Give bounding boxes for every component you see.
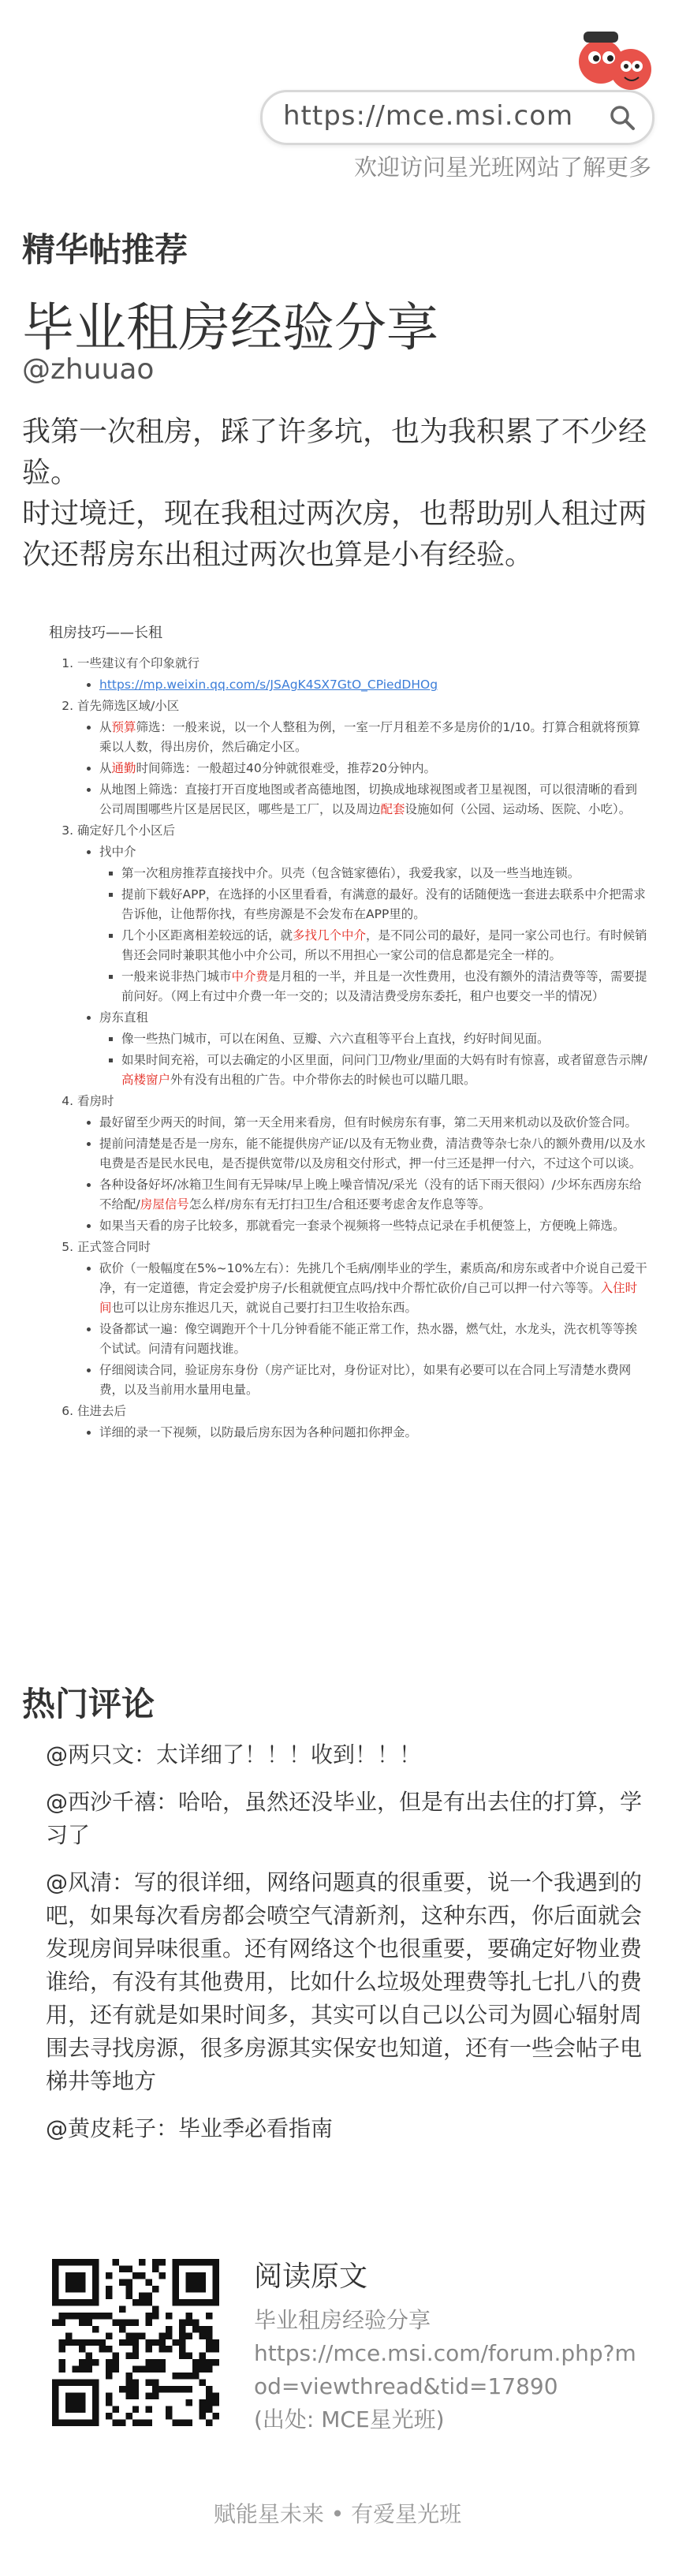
list-item: • 设备都试一遍：像空调跑开个十几分钟看能不能正常工作，热水器，燃气灶，水龙头，洗衣机等等挨个试试。问清有问题找谁。 <box>99 1320 648 1359</box>
post-author: @zhuuao <box>22 353 155 386</box>
list-item <box>99 675 648 695</box>
list-item: ▪ 如果时间充裕，可以去确定的小区里面，问问门卫/物业/里面的大妈有时有惊喜，或者留意告示牌/高楼窗户外有没有出租的广告。中介带你去的时候也可以瞄几眼。 <box>121 1051 648 1090</box>
section-heading: 一些建议有个印象就行 <box>77 656 200 670</box>
section-heading: 正式签合同时 <box>77 1240 151 1254</box>
section-heading: 看房时 <box>77 1094 114 1108</box>
list-item <box>77 1402 648 1443</box>
list-item <box>77 696 648 819</box>
article-title: 租房技巧——长租 <box>49 625 162 641</box>
comment-list <box>46 1738 645 2160</box>
section-heading: 首先筛选区域/小区 <box>77 699 180 713</box>
list-item <box>77 1238 648 1400</box>
comment-item: @黄皮耗子：毕业季必看指南 <box>46 2115 334 2141</box>
header <box>0 0 675 189</box>
list-item: • 砍价（一般幅度在5%~10%左右）：先挑几个毛病/刚毕业的学生，素质高/和房东或者中介说自己爱干净，有一定道德，肯定会爱护房子/长租就便宜点吗/找中介帮忙砍价/自己可以押一付六等等。入住时间也可以让房东推迟几天，就说自己要打扫卫生收拾东西。 <box>99 1259 648 1318</box>
list-item: • 各种设备好坏/冰箱卫生间有无异味/早上晚上噪音情况/采光（没有的话下雨天很闷）/少坏东西房东给不给配/房屋信号怎么样/房东有无打扫卫生/合租还要考虑舍友作息等等。 <box>99 1175 648 1215</box>
read-original-source: (出处: MCE星光班) <box>254 2406 445 2432</box>
section-heading: 确定好几个小区后 <box>77 823 176 838</box>
list-item: • 找中介 ▪ 第一次租房推荐直接找中介。贝壳（包含链家德佑），我爱我家，以及一些当地连锁。 ▪ 提前下载好APP，在选择的小区里看看，有满意的最好。没有的话随便选一套进去联系中介把需求告诉他，让他帮你找，有些房源是不会发布在APP里的。 ▪ 几个小区距离相差较远的话，就多找几个中介，是不同公司的最好，是同一家公司也行。有时候销售还会同时兼职其他小中介公司，所以不用担心一家公司的信息都是完全一样的。 ▪ 一般来说非热门城市中介费是月租的一半，并且是一次性费用，也没有额外的清洁费等等，需要提前问好。（网上有过中介费一年一交的；以及清洁费受房东委托，租户也要交一半的情况） <box>99 842 648 1006</box>
list-item <box>77 1092 648 1236</box>
comments-section-title: 热门评论 <box>22 1685 155 1723</box>
article-image <box>49 623 648 1625</box>
list-item <box>77 654 648 695</box>
list-item: • 提前问清楚是否是一房东，能不能提供房产证/以及有无物业费，清洁费等杂七杂八的额外费用/以及水电费是否是民水民电，是否提供宽带/以及房租交付形式，押一付三还是押一付六，不过这个可以谈。 <box>99 1134 648 1174</box>
list-item: ▪ 几个小区距离相差较远的话，就多找几个中介，是不同公司的最好，是同一家公司也行。有时候销售还会同时兼职其他小中介公司，所以不用担心一家公司的信息都是完全一样的。 <box>121 926 648 965</box>
article-list <box>49 654 648 1443</box>
comment-item: @两只文：太详细了！！！收到！！！ <box>46 1742 422 1768</box>
read-original-post-title: 毕业租房经验分享 <box>254 2307 431 2333</box>
footer-slogan: 赋能星未来 • 有爱星光班 <box>213 2501 462 2527</box>
list-item <box>77 821 648 1090</box>
url-text: https://mce.msi.com <box>283 100 574 132</box>
article-link[interactable]: https://mp.weixin.qq.com/s/JSAgK4SX7GtO_CPiedDHOg <box>99 678 438 692</box>
comment-item: @风清：写的很详细，网络问题真的很重要，说一个我遇到的吧，如果每次看房都会喷空气清新剂，这种东西，你后面就会发现房间异味很重。还有网络这个也很重要，要确定好物业费谁给，有没有其他费用，比如什么垃圾处理费等扎七扎八的费用，还有就是如果时间多，其实可以自己以公司为圆心辐射周围去寻找房源，很多房源其实保安也知道，还有一些会帖子电梯井等地方 <box>46 1869 643 2094</box>
intro-paragraph: 时过境迁，现在我租过两次房，也帮助别人租过两次还帮房东出租过两次也算是小有经验。 <box>22 498 647 571</box>
post-title: 毕业租房经验分享 <box>22 297 438 358</box>
list-item: • 房东直租 ▪ 像一些热门城市，可以在闲鱼、豆瓣、六六直租等平台上直找，约好时间见面。 ▪ 如果时间充裕，可以去确定的小区里面，问问门卫/物业/里面的大妈有时有惊喜，或者留意告示牌/高楼窗户外有没有出租的广告。中介带你去的时候也可以瞄几眼。 <box>99 1008 648 1090</box>
intro-paragraph: 我第一次租房，踩了许多坑，也为我积累了不少经验。 <box>22 416 647 489</box>
list-item: • 仔细阅读合同，验证房东身份（房产证比对，身份证对比），如果有必要可以在合同上写清楚水费网费，以及当前用水量用电量。 <box>99 1361 648 1400</box>
read-original-url[interactable]: https://mce.msi.com/forum.php?mod=viewthread&tid=17890 <box>254 2340 636 2399</box>
featured-section-title: 精华帖推荐 <box>22 230 188 269</box>
qr-code[interactable] <box>52 2259 219 2426</box>
post-intro <box>22 412 653 576</box>
list-item: • 最好留至少两天的时间，第一天全用来看房，但有时候房东有事，第二天用来机动以及砍价签合同。 <box>99 1113 648 1133</box>
url-search-bar[interactable] <box>260 90 654 145</box>
read-original-title[interactable]: 阅读原文 <box>254 2261 368 2293</box>
read-original-panel[interactable] <box>254 2254 648 2436</box>
list-item: • 如果当天看的房子比较多，那就看完一套录个视频将一些特点记录在手机便签上，方便晚上筛选。 <box>99 1216 648 1236</box>
list-item: ▪ 像一些热门城市，可以在闲鱼、豆瓣、六六直租等平台上直找，约好时间见面。 <box>121 1029 648 1049</box>
comment-item: @西沙千禧：哈哈，虽然还没毕业，但是有出去住的打算，学习了 <box>46 1789 643 1848</box>
list-item: • 从通勤时间筛选：一般超过40分钟就很难受，推荐20分钟内。 <box>99 759 648 778</box>
mascot-logo-icon <box>569 14 656 101</box>
search-icon[interactable] <box>608 103 636 132</box>
section-heading: 住进去后 <box>77 1404 127 1418</box>
list-item: ▪ 一般来说非热门城市中介费是月租的一半，并且是一次性费用，也没有额外的清洁费等等，需要提前问好。（网上有过中介费一年一交的；以及清洁费受房东委托，租户也要交一半的情况） <box>121 967 648 1006</box>
list-item: ▪ 提前下载好APP，在选择的小区里看看，有满意的最好。没有的话随便选一套进去联系中介把需求告诉他，让他帮你找，有些房源是不会发布在APP里的。 <box>121 885 648 924</box>
list-item: ▪ 第一次租房推荐直接找中介。贝壳（包含链家德佑），我爱我家，以及一些当地连锁。 <box>121 864 648 883</box>
list-item: • 详细的录一下视频，以防最后房东因为各种问题扣你押金。 <box>99 1423 648 1443</box>
welcome-text: 欢迎访问星光班网站了解更多 <box>353 154 651 181</box>
list-item: • 从预算筛选：一般来说，以一个人整租为例，一室一厅月租差不多是房价的1/10。打算合租就将预算乘以人数，得出房价，然后确定小区。 <box>99 718 648 757</box>
list-item: • 从地图上筛选：直接打开百度地图或者高德地图，切换成地球视图或者卫星视图，可以很清晰的看到公司周围哪些片区是居民区，哪些是工厂，以及周边配套设施如何（公园、运动场、医院、小吃）。 <box>99 780 648 819</box>
